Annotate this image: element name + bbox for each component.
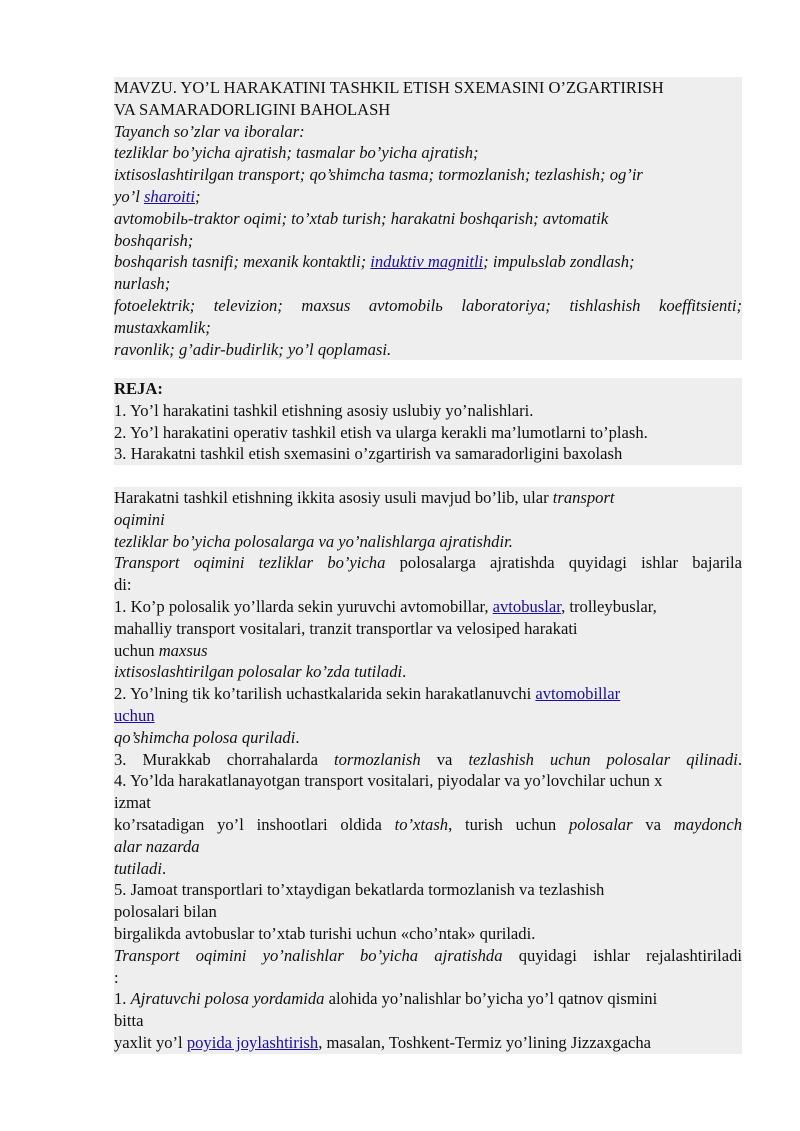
plan-block [114,378,742,465]
body-text: va [420,749,469,769]
keywords-line: tezliklar bo’yicha ajratish; tasmalar bo’yicha ajratish; [114,143,479,163]
body-text: 3. Murakkab chorrahalarda [114,749,334,769]
body-text: 1. [114,989,131,1009]
keywords-line: ravonlik; g’adir-budirlik; yo’l qoplamasi. [114,339,392,359]
body-text: alohida yo’nalishlar bo’yicha yo’l qatnov qismini [324,989,658,1009]
keywords-text: ; impulьslab zondlash; [483,252,635,272]
keywords-line [114,186,742,208]
body-text: ixtisoslashtirilgan polosalar ko’zda tutiladi [114,662,403,682]
paragraph-line [114,552,742,574]
list-item-line [114,814,742,836]
list-item-line: 5. Jamoat transportlari to’xtaydigan bekatlarda tormozlanish va tezlashish [114,880,605,900]
body-text: to’xtash [394,814,449,834]
paragraph-line [114,487,742,509]
keywords-text: ; [194,186,201,206]
body-text: tezlashish uchun polosalar qilinadi [468,749,738,769]
body-text: polosalarga ajratishda quyidagi ishlar bajarila [385,553,742,573]
keywords-text: boshqarish tasnifi; mexanik kontaktli; [114,252,371,272]
keywords-line: nurlash; [114,274,171,294]
body-text: , turish uchun [448,814,569,834]
body-text: . [737,749,742,769]
list-item-line [114,683,742,705]
body-text: ko’rsatadigan yo’l inshootlari oldida [114,814,395,834]
keywords-heading: Tayanch so’zlar va iboralar: [114,121,305,141]
paragraph-line: : [114,967,119,987]
list-item-line: 4. Yo’lda harakatlanayotgan transport vositalari, piyodalar va yo’lovchilar uchun x [114,771,663,791]
body-text: . [161,858,167,878]
sharoiti-link[interactable]: sharoiti [143,186,195,206]
plan-item-3: 3. Harakatni tashkil etish sxemasini o’zgartirish va samaradorligini baxolash [114,444,623,464]
title-keywords-block [114,77,742,360]
body-text: Transport oqimini tezliklar bo’yicha [114,553,386,573]
list-item-line: bitta [114,1011,144,1031]
body-text: 2. Yo’lning tik ko’tarilish uchastkalarida sekin harakatlanuvchi [114,684,536,704]
list-item-line: polosalari bilan [114,902,217,922]
list-item-line [114,640,742,662]
body-text: Ajratuvchi polosa yordamida [130,989,325,1009]
avtobuslar-link[interactable]: avtobuslar [492,596,562,616]
body-text: uchun [114,640,159,660]
body-text: qo’shimcha polosa quriladi [114,727,296,747]
body-text: quyidagi ishlar rejalashtiriladi [502,945,742,965]
avtomobillar-uchun-link-cont[interactable]: uchun [114,705,155,725]
body-text: maxsus [158,640,208,660]
body-text: tutiladi [114,858,162,878]
keywords-line: ixtisoslashtirilgan transport; qo’shimcha tasma; tormozlanish; tezlashish; og’ir [114,165,643,185]
keywords-line: fotoelektrik; televizion; maxsus avtomobilь laboratoriya; tishlashish koeffitsienti; [114,295,742,315]
body-text: Harakatni tashkil etishning ikkita asosiy usuli mavjud bo’lib, ular [114,488,553,507]
keywords-line: mustaxkamlik; [114,317,211,337]
body-text: 1. Ko’p polosalik yo’llarda sekin yuruvchi avtomobillar, [114,596,493,616]
plan-item-1: 1. Yo’l harakatini tashkil etishning asosiy uslubiy yo’nalishlari. [114,400,534,420]
paragraph-line [114,945,742,967]
body-text: , masalan, Toshkent-Termiz yo’lining Jizzaxgacha [318,1032,652,1052]
list-item-line: alar nazarda [114,836,200,856]
keywords-line: avtomobilь-traktor oqimi; to’xtab turish; harakatni boshqarish; avtomatik [114,208,609,228]
body-text: . [295,727,300,747]
list-item-line [114,988,742,1010]
list-item-line: izmat [114,793,151,813]
list-item-line: mahalliy transport vositalari, tranzit transportlar va velosiped harakati [114,618,578,638]
keywords-line: boshqarish; [114,230,194,250]
document-title-line-2: VA SAMARADORLIGINI BAHOLASH [114,99,391,119]
body-text: tormozlanish [334,749,421,769]
document-title-line-1: MAVZU. YO’L HARAKATINI TASHKIL ETISH SXEMASINI O’ZGARTIRISH [114,78,664,97]
keywords-text: yo’l [114,186,144,206]
list-item-line [114,596,742,618]
avtomobillar-uchun-link[interactable]: avtomobillar [535,684,621,704]
list-item-line [114,661,742,683]
body-text: va [632,814,674,834]
body-text: polosalar [568,814,633,834]
body-text: maydonch [673,814,742,834]
paragraph-line: oqimini [114,509,165,529]
plan-item-2: 2. Yo’l harakatini operativ tashkil etish va ularga kerakli ma’lumotlarni to’plash. [114,422,648,442]
list-item-line [114,1032,742,1054]
body-text: , trolleybuslar, [561,596,657,616]
poyida-joylashtirish-link[interactable]: poyida joylashtirish [186,1032,319,1052]
induktiv-magnitli-link[interactable]: induktiv magnitli [370,252,484,272]
paragraph-line: di: [114,575,132,595]
body-text: yaxlit yo’l [114,1032,187,1052]
paragraph-line: tezliklar bo’yicha polosalarga va yo’nalishlarga ajratishdir. [114,531,513,551]
list-item-line [114,705,742,727]
body-text: . [402,662,407,682]
body-text: transport [552,488,615,507]
body-text-block [114,487,742,1054]
list-item-line [114,727,742,749]
plan-heading: REJA: [114,379,163,398]
keywords-line [114,251,742,273]
list-item-line [114,858,742,880]
list-item-line [114,749,742,771]
list-item-line: birgalikda avtobuslar to’xtab turishi uchun «cho’ntak» quriladi. [114,923,536,943]
body-text: Transport oqimini yo’nalishlar bo’yicha ajratishda [114,945,503,965]
